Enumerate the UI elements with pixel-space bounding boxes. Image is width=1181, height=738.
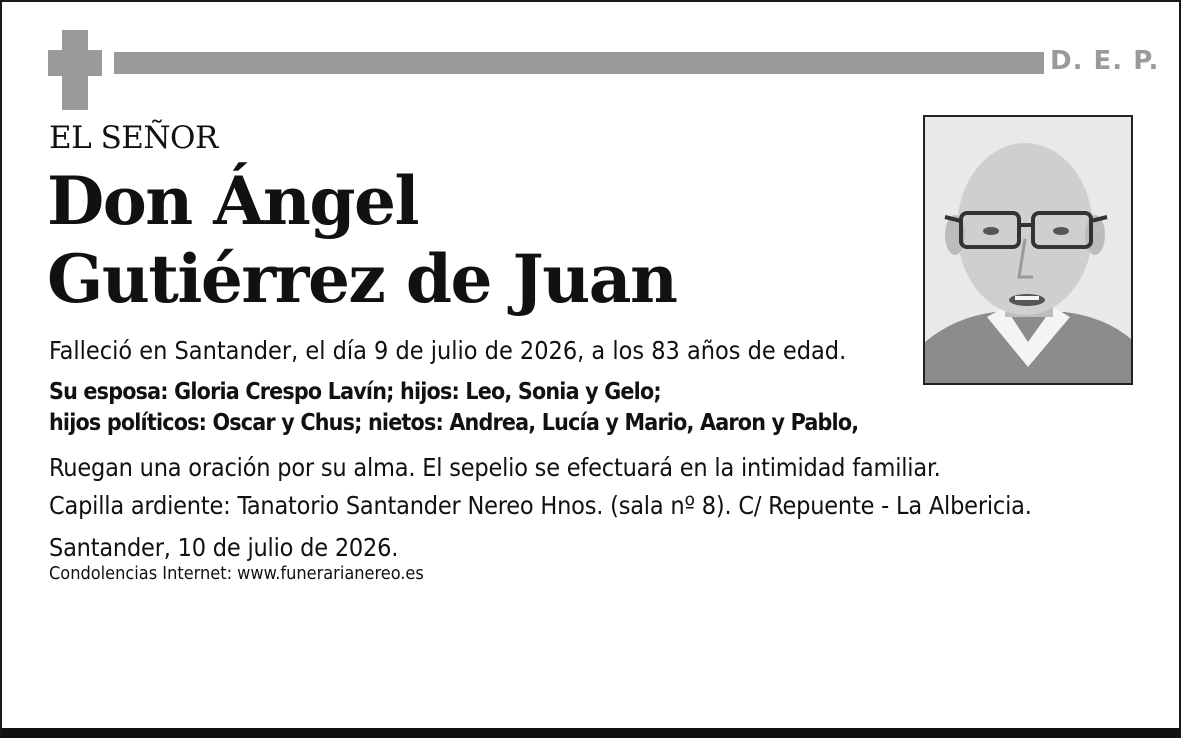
death-details: Falleció en Santander, el día 9 de julio de 2026, a los 83 años de edad.	[49, 336, 847, 365]
family-line-2: hijos políticos: Oscar y Chus; nietos: Andrea, Lucía y Mario, Aaron y Pablo,	[49, 410, 859, 436]
name-line-2: Gutiérrez de Juan	[47, 240, 677, 318]
prayer-line: Ruegan una oración por su alma. El sepelio se efectuará en la intimidad familiar.	[49, 453, 941, 482]
honorific: EL SEÑOR	[49, 120, 218, 156]
cross-icon	[48, 30, 102, 110]
name-line-1: Don Ángel	[47, 162, 419, 240]
chapel-line: Capilla ardiente: Tanatorio Santander Nereo Hnos. (sala nº 8). C/ Repuente - La Albericia.	[49, 491, 1032, 520]
deceased-name	[47, 162, 676, 318]
dep-label: D. E. P.	[1050, 46, 1160, 76]
condolences-line: Condolencias Internet: www.funerarianereo.es	[49, 563, 424, 584]
family-line-1: Su esposa: Gloria Crespo Lavín; hijos: Leo, Sonia y Gelo;	[49, 379, 661, 405]
place-date: Santander, 10 de julio de 2026.	[49, 533, 399, 562]
portrait-photo	[923, 115, 1133, 385]
header-rule	[114, 52, 1044, 74]
